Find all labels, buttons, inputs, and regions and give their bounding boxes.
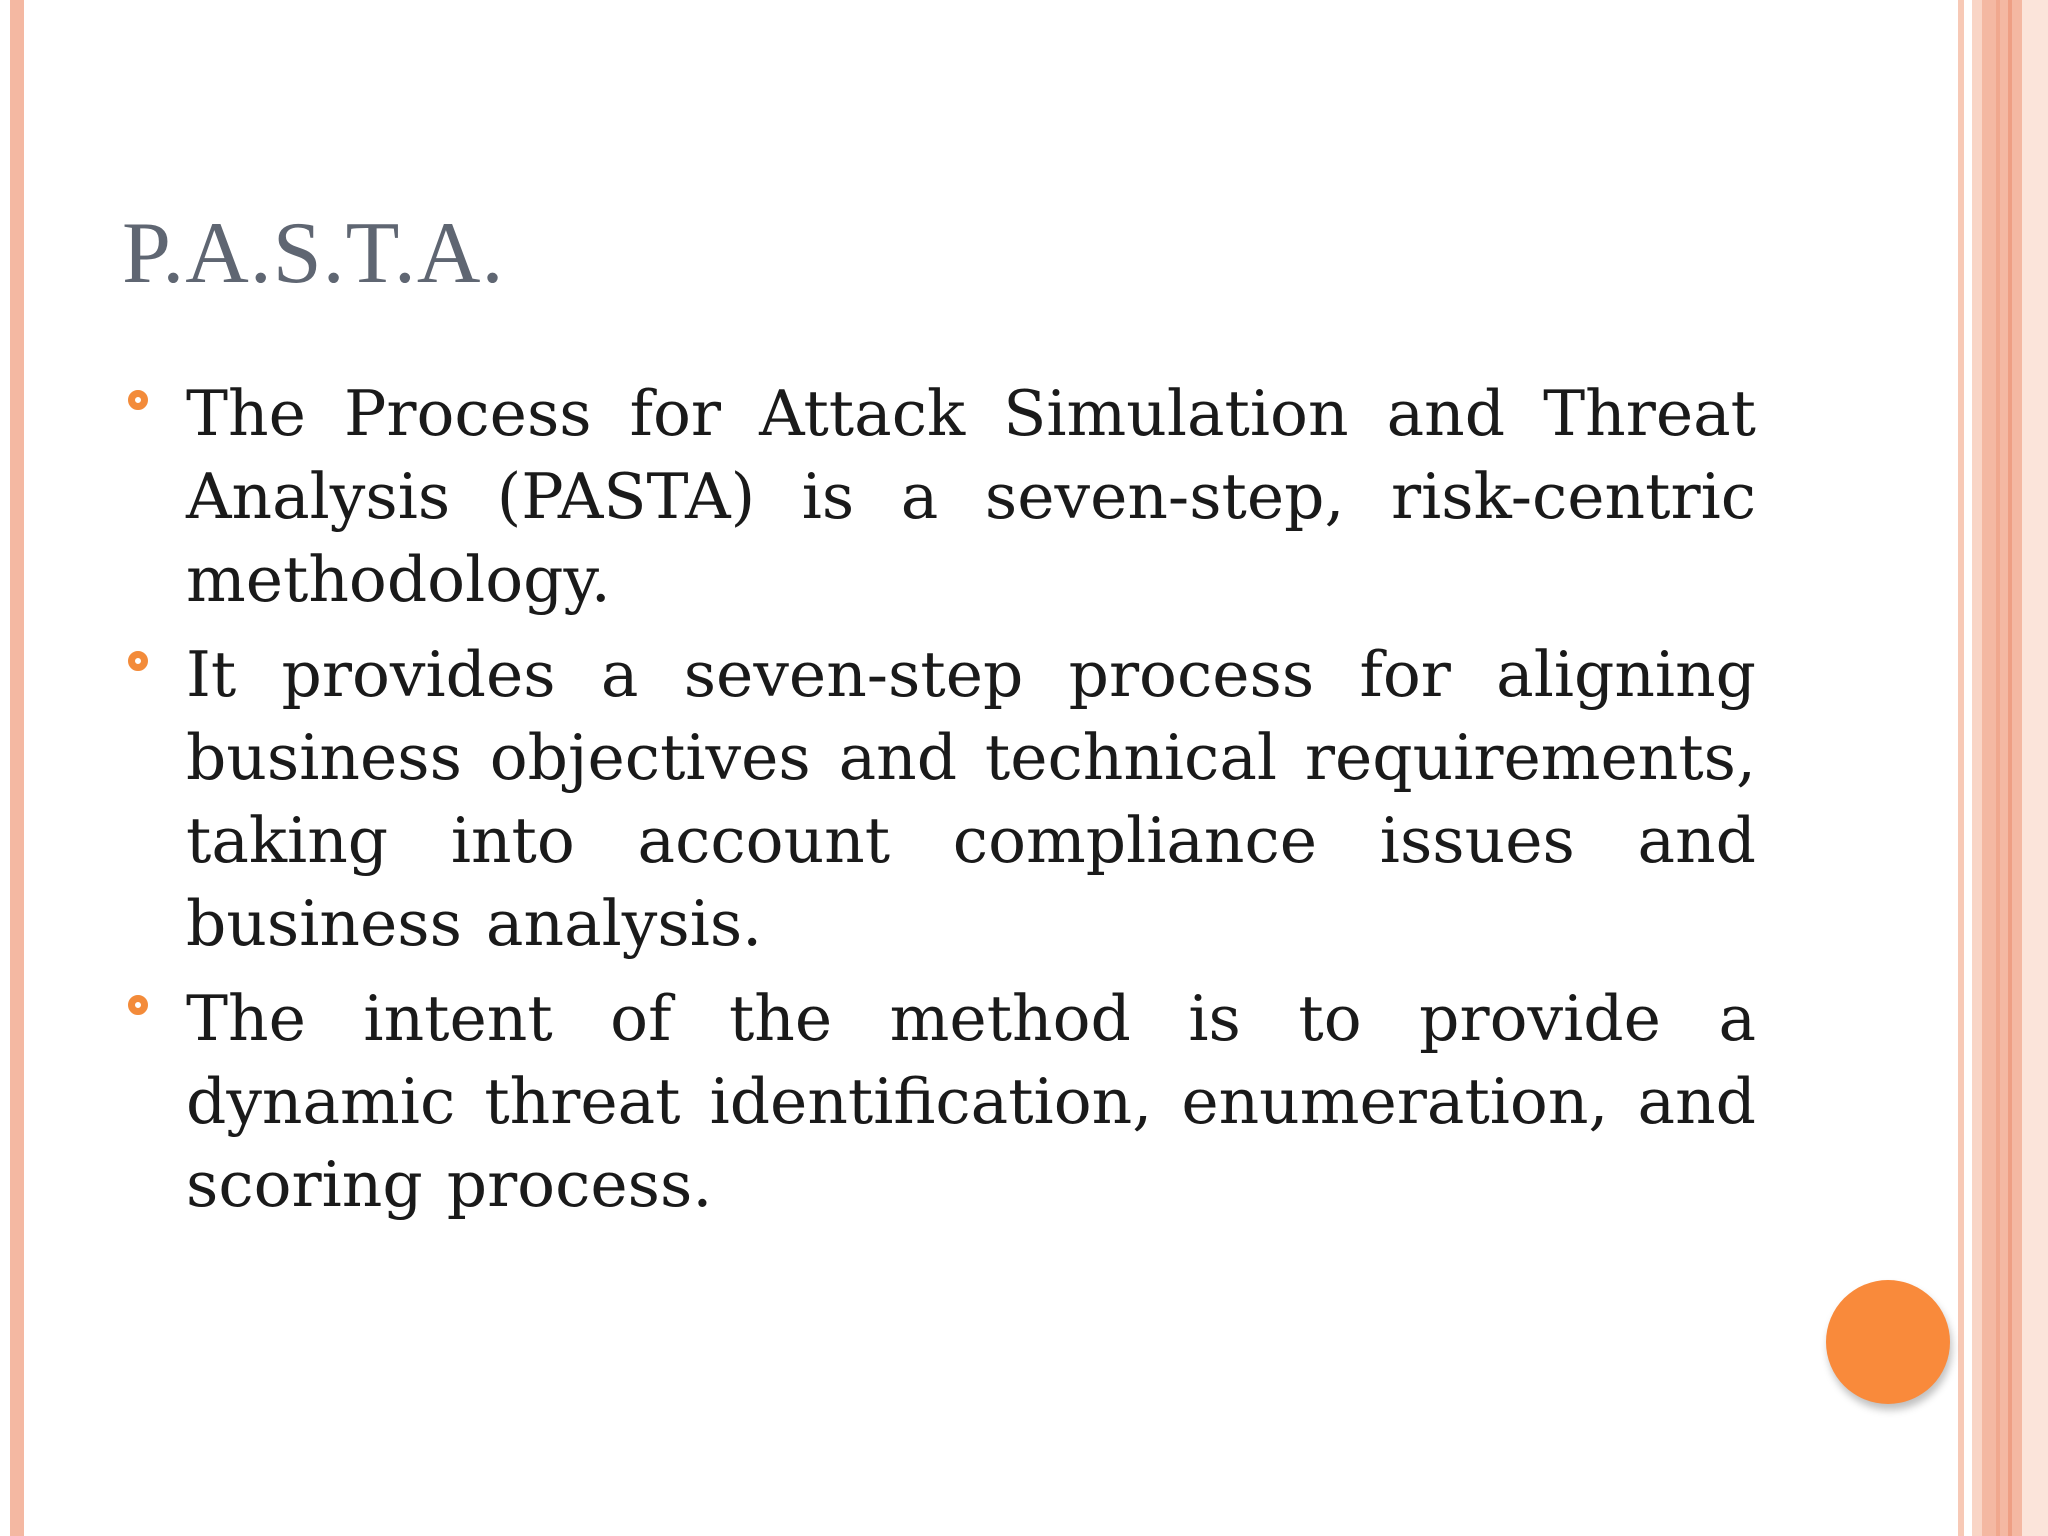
bullet-text: It provides a seven-step process for aligning business objectives and technical requirements, taking into account compliance issues and business analysis. [186,638,1756,960]
right-border-stripe [1972,0,1982,1536]
bullet-item [126,633,1756,965]
bullet-text: The Process for Attack Simulation and Threat Analysis (PASTA) is a seven-step, risk-centric methodology. [186,377,1756,616]
orange-circle-decoration [1826,1280,1950,1404]
right-border-stripe [1958,0,1964,1536]
bullet-item [126,372,1756,621]
hollow-circle-bullet-icon [128,995,148,1015]
left-border-stripe [10,0,24,1536]
bullet-text: The intent of the method is to provide a dynamic threat identification, enumeration, and scoring process. [186,982,1756,1221]
hollow-circle-bullet-icon [128,651,148,671]
right-border-stripe [2008,0,2012,1536]
bullet-list [126,372,1756,1238]
right-border-stripe [2022,0,2048,1536]
right-border-stripe [1996,0,2000,1536]
right-border-stripe [1982,0,2022,1536]
hollow-circle-bullet-icon [128,390,148,410]
slide-title: P.A.S.T.A. [122,205,505,302]
bullet-item [126,977,1756,1226]
